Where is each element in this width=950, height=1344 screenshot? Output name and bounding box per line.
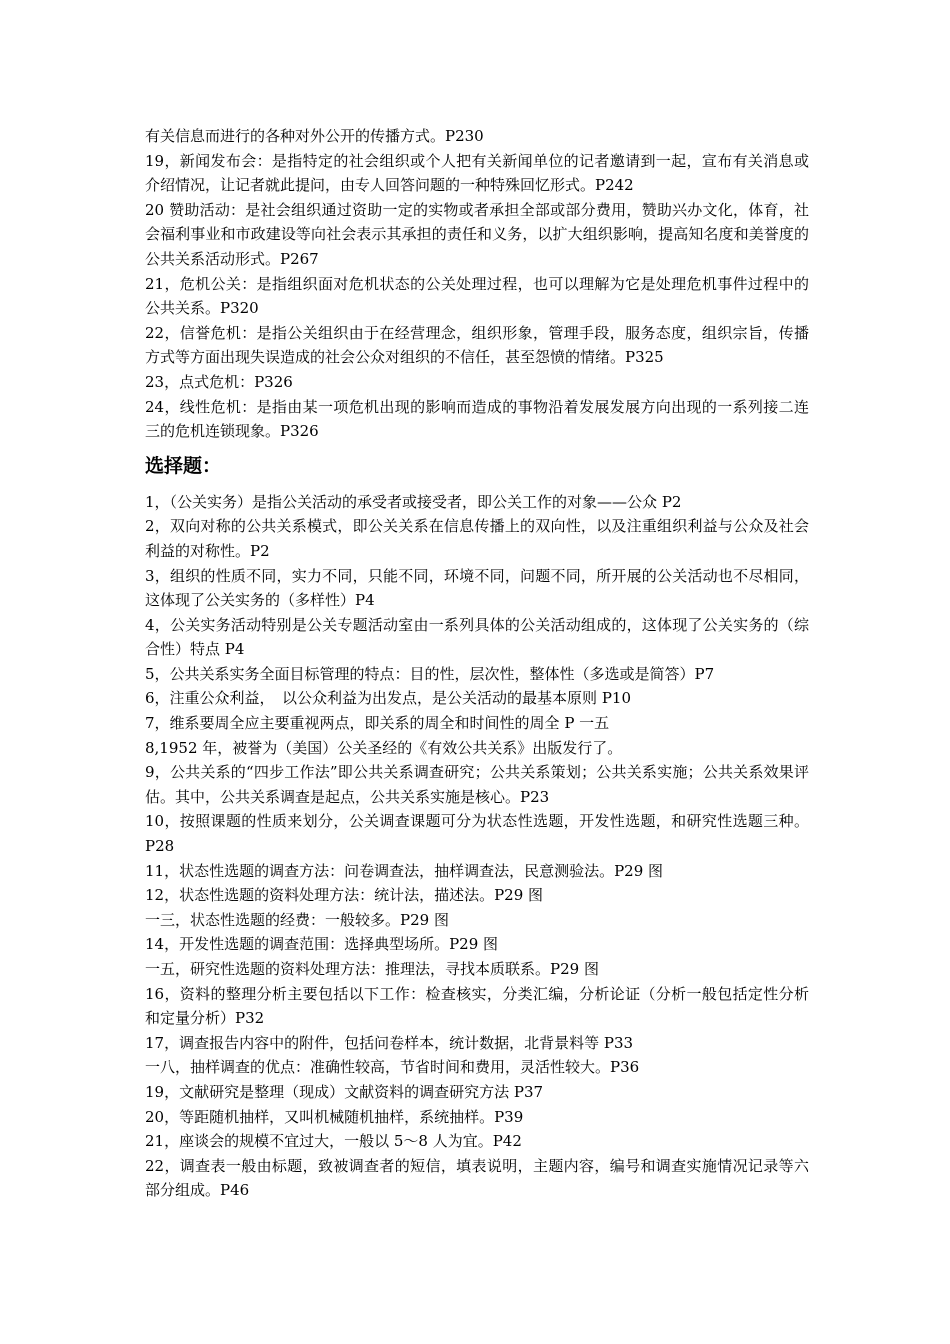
choice-item: 4，公关实务活动特别是公关专题活动室由一系列具体的公关活动组成的，这体现了公关实务的（综合性）特点 P4 [145,615,809,659]
choice-item: 16，资料的整理分析主要包括以下工作：检查核实，分类汇编，分析论证（分析一般包括定性分析和定量分析）P32 [145,984,809,1028]
definition-paragraph: 22，信誉危机：是指公关组织由于在经营理念，组织形象，管理手段，服务态度，组织宗旨，传播方式等方面出现失误造成的社会公众对组织的不信任，甚至怨愤的情绪。P325 [145,323,809,367]
definition-paragraph: 24，线性危机：是指由某一项危机出现的影响而造成的事物沿着发展发展方向出现的一系列接二连三的危机连锁现象。P326 [145,397,809,441]
choice-item: 一五，研究性选题的资料处理方法：推理法，寻找本质联系。P29 图 [145,960,599,978]
choice-item: 10，按照课题的性质来划分，公关调查课题可分为状态性选题，开发性选题，和研究性选题三种。P28 [145,812,809,856]
choice-item: 6，注重公众利益， 以公众利益为出发点，是公关活动的最基本原则 P10 [145,689,631,708]
definition-paragraph: 23，点式危机：P326 [145,372,293,391]
choice-item: 2，双向对称的公共关系模式，即公关关系在信息传播上的双向性，以及注重组织利益与公众及社会利益的对称性。P2 [145,517,809,560]
choice-item: 8,1952 年，被誉为（美国）公关圣经的《有效公共关系》出版发行了。 [145,738,623,757]
choice-item: 19，文献研究是整理（现成）文献资料的调查研究方法 P37 [145,1082,544,1101]
document-page [145,124,809,1203]
definition-paragraph: 21，危机公关：是指组织面对危机状态的公关处理过程，也可以理解为它是处理危机事件过程中的公共关系。P320 [145,274,809,318]
choice-item: 3，组织的性质不同，实力不同，只能不同，环境不同，问题不同，所开展的公关活动也不尽相同，这体现了公关实务的（多样性）P4 [145,566,809,610]
choice-item: 7，维系要周全应主要重视两点，即关系的周全和时间性的周全 P 一五 [145,714,610,733]
definition-paragraph: 有关信息而进行的各种对外公开的传播方式。P230 [145,127,484,145]
choice-item: 12，状态性选题的资料处理方法：统计法，描述法。P29 图 [145,886,544,905]
choice-item: 9，公共关系的“四步工作法”即公共关系调查研究；公共关系策划；公共关系实施；公共关系效果评估。其中，公共关系调查是起点，公共关系实施是核心。P23 [145,763,809,806]
choice-item: 21，座谈会的规模不宜过大，一般以 5～8 人为宜。P42 [145,1132,522,1151]
section-heading: 选择题： [145,454,222,477]
choice-item: 17，调查报告内容中的附件，包括问卷样本，统计数据，北背景料等 P33 [145,1033,634,1052]
choice-item: 14，开发性选题的调查范围：选择典型场所。P29 图 [145,935,499,954]
choice-item: 11，状态性选题的调查方法：问卷调查法，抽样调查法，民意测验法。P29 图 [145,861,664,880]
choice-item: 1，（公关实务）是指公关活动的承受者或接受者，即公关工作的对象——公众 P2 [145,492,682,511]
choice-item: 20，等距随机抽样，又叫机械随机抽样，系统抽样。P39 [145,1107,524,1126]
choice-item: 5，公共关系实务全面目标管理的特点：目的性，层次性，整体性（多选或是简答）P7 [145,664,715,683]
definition-paragraph: 20 赞助活动：是社会组织通过资助一定的实物或者承担全部或部分费用，赞助兴办文化，体育，社会福利事业和市政建设等向社会表示其承担的责任和义务，以扩大组织影响，提高知名度和美誉度的公共关系活动形式。P267 [145,200,809,268]
choice-item: 一八，抽样调查的优点：准确性较高，节省时间和费用，灵活性较大。P36 [145,1058,640,1077]
definition-paragraph: 19，新闻发布会：是指特定的社会组织或个人把有关新闻单位的记者邀请到一起，宣布有关消息或介绍情况，让记者就此提问，由专人回答问题的一种特殊回忆形式。P242 [145,151,809,195]
choice-item: 一三，状态性选题的经费：一般较多。P29 图 [145,910,449,929]
choice-item: 22，调查表一般由标题，致被调查者的短信，填表说明，主题内容，编号和调查实施情况记录等六部分组成。P46 [145,1156,809,1200]
